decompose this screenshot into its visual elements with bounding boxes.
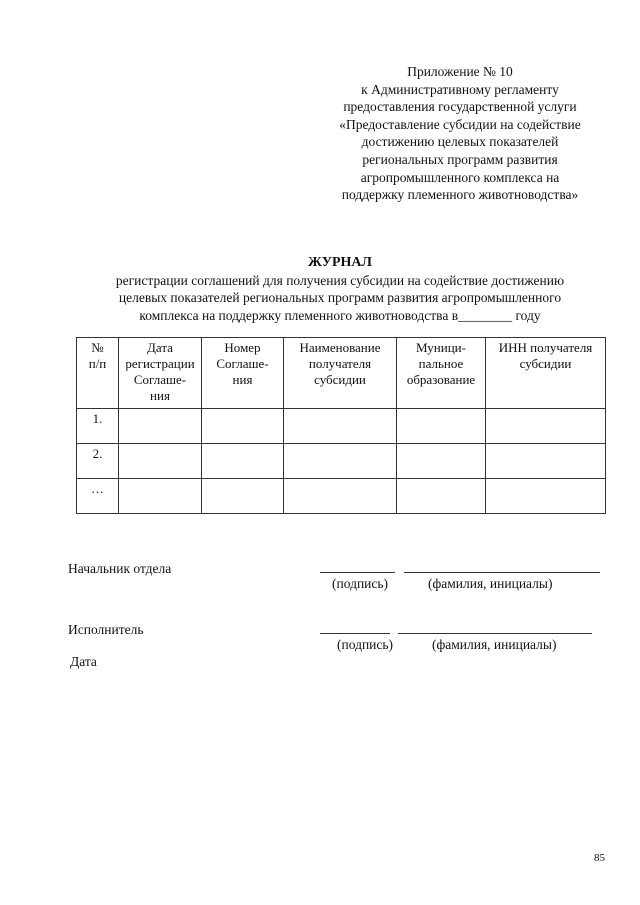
column-header-number: № п/п bbox=[77, 338, 119, 409]
column-header-municipality: Муници- пальное образование bbox=[397, 338, 486, 409]
column-header-recipient-name: Наименование получателя субсидии bbox=[284, 338, 397, 409]
journal-subtitle-line: регистрации соглашений для получения субсидии на содействие достижению bbox=[115, 272, 565, 288]
registry-table bbox=[76, 337, 606, 514]
table-cell bbox=[119, 409, 202, 444]
executor-name-line bbox=[398, 633, 592, 634]
journal-heading bbox=[40, 254, 640, 324]
appendix-line: поддержку племенного животноводства» bbox=[341, 187, 579, 203]
table-cell bbox=[202, 409, 284, 444]
table-cell-number: … bbox=[77, 479, 119, 514]
table-cell bbox=[202, 444, 284, 479]
journal-subtitle-line: комплекса на поддержку племенного животноводства в________ году bbox=[139, 307, 541, 323]
table-cell bbox=[397, 444, 486, 479]
column-header-registration-date: Дата регистрации Соглаше- ния bbox=[119, 338, 202, 409]
table-cell-number: 2. bbox=[77, 444, 119, 479]
head-of-department-label: Начальник отдела bbox=[68, 561, 172, 576]
head-name-line bbox=[404, 572, 600, 573]
executor-signature-line bbox=[320, 633, 390, 634]
table-cell bbox=[486, 409, 606, 444]
journal-subtitle-line: целевых показателей региональных программ развития агропромышленного bbox=[118, 290, 562, 306]
appendix-line: достижению целевых показателей bbox=[361, 134, 559, 150]
appendix-header bbox=[310, 63, 610, 204]
head-name-caption: (фамилия, инициалы) bbox=[428, 576, 553, 591]
appendix-line: предоставления государственной услуги bbox=[343, 99, 577, 115]
table-cell bbox=[486, 444, 606, 479]
table-cell-number: 1. bbox=[77, 409, 119, 444]
table-cell bbox=[284, 479, 397, 514]
table-row bbox=[77, 409, 606, 444]
appendix-line: региональных программ развития bbox=[362, 151, 558, 167]
executor-name-caption: (фамилия, инициалы) bbox=[432, 637, 557, 652]
head-signature-line bbox=[320, 572, 395, 573]
column-header-inn: ИНН получателя субсидии bbox=[486, 338, 606, 409]
appendix-line: агропромышленного комплекса на bbox=[360, 169, 560, 185]
table-cell bbox=[284, 409, 397, 444]
table-cell bbox=[119, 444, 202, 479]
date-label: Дата bbox=[70, 654, 97, 669]
table-cell bbox=[486, 479, 606, 514]
page-number: 85 bbox=[594, 852, 605, 864]
executor-label: Исполнитель bbox=[68, 622, 144, 637]
table-cell bbox=[202, 479, 284, 514]
appendix-line: Приложение № 10 bbox=[407, 64, 513, 79]
table-cell bbox=[397, 479, 486, 514]
table-cell bbox=[284, 444, 397, 479]
appendix-line: «Предоставление субсидии на содействие bbox=[339, 116, 581, 132]
executor-signature-caption: (подпись) bbox=[337, 637, 394, 652]
journal-title: ЖУРНАЛ bbox=[308, 255, 372, 270]
table-row bbox=[77, 479, 606, 514]
appendix-line: к Административному регламенту bbox=[361, 81, 559, 97]
head-signature-caption: (подпись) bbox=[332, 576, 389, 591]
column-header-agreement-number: Номер Соглаше- ния bbox=[202, 338, 284, 409]
table-cell bbox=[119, 479, 202, 514]
table-header-row bbox=[77, 338, 606, 409]
table-cell bbox=[397, 409, 486, 444]
table-row bbox=[77, 444, 606, 479]
